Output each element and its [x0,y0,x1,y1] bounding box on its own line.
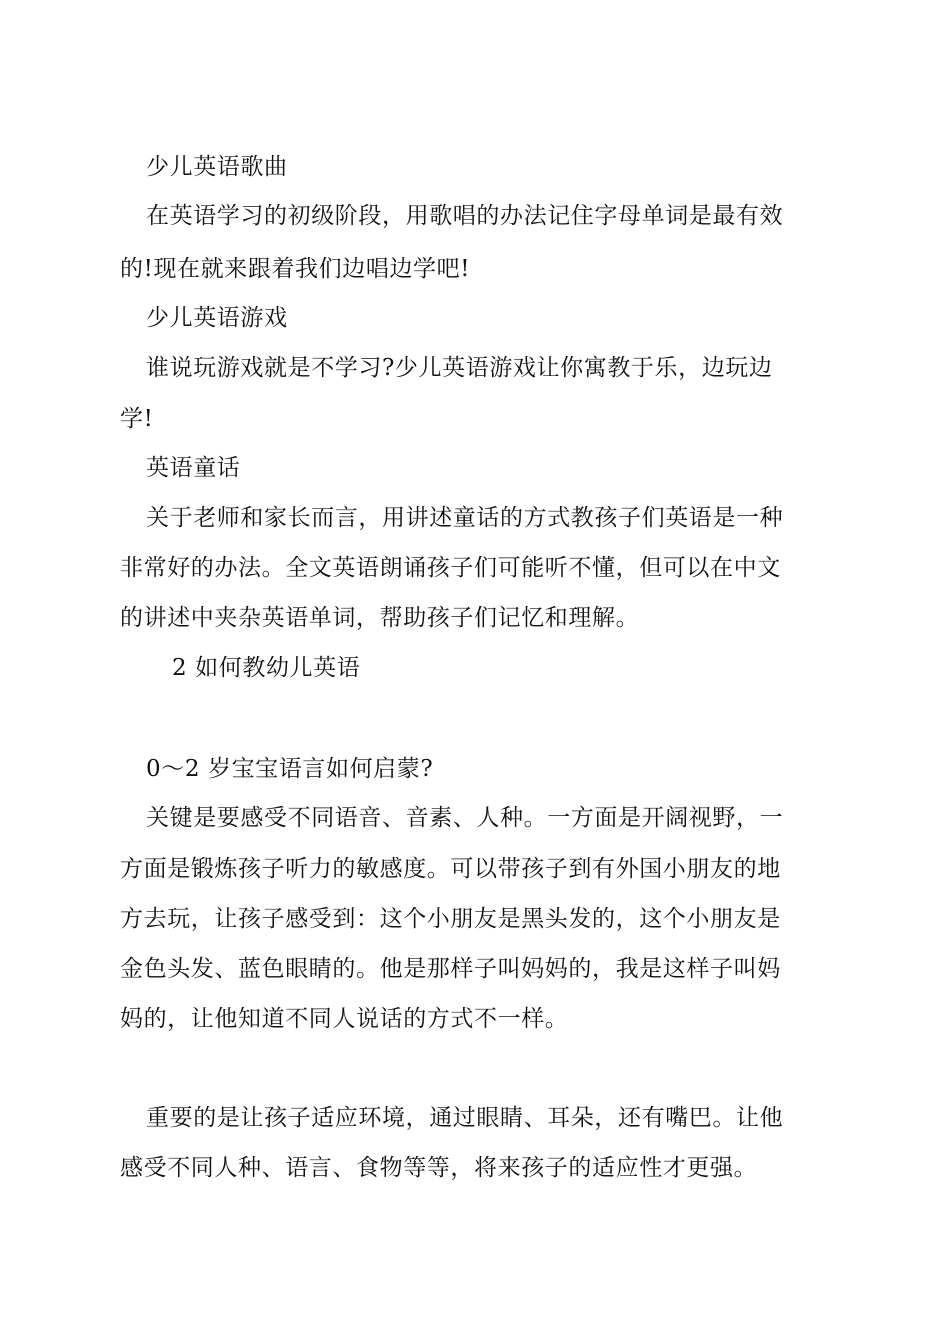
heading-songs: 少儿英语歌曲 [146,154,288,180]
paragraph-key-line-3: 方去玩，让孩子感受到：这个小朋友是黑头发的，这个小朋友是 [120,906,781,932]
heading-games: 少儿英语游戏 [146,305,288,331]
section-heading-2: 2 如何教幼儿英语 [172,655,361,681]
paragraph-important-line-2: 感受不同人种、语言、食物等等，将来孩子的适应性才更强。 [120,1155,758,1181]
paragraph-fairy-tales-line-3: 的讲述中夹杂英语单词，帮助孩子们记忆和理解。 [120,605,640,631]
paragraph-key-line-5: 妈的，让他知道不同人说话的方式不一样。 [120,1006,569,1032]
paragraph-key-line-2: 方面是锻炼孩子听力的敏感度。可以带孩子到有外国小朋友的地 [120,856,781,882]
paragraph-important-line-1: 重要的是让孩子适应环境，通过眼睛、耳朵，还有嘴巴。让他 [146,1105,784,1131]
paragraph-key-line-1: 关键是要感受不同语音、音素、人种。一方面是开阔视野，一 [146,805,784,831]
paragraph-songs-line-2: 的!现在就来跟着我们边唱边学吧! [120,256,471,282]
paragraph-games-line-2: 学! [120,406,154,432]
subheading-0-2-years: 0～2 岁宝宝语言如何启蒙? [146,756,434,782]
paragraph-key-line-4: 金色头发、蓝色眼睛的。他是那样子叫妈妈的，我是这样子叫妈 [120,956,781,982]
paragraph-games-line-1: 谁说玩游戏就是不学习?少儿英语游戏让你寓教于乐，边玩边 [146,355,773,381]
paragraph-fairy-tales-line-2: 非常好的办法。全文英语朗诵孩子们可能听不懂，但可以在中文 [120,555,781,581]
heading-fairy-tales: 英语童话 [146,455,241,481]
paragraph-fairy-tales-line-1: 关于老师和家长而言，用讲述童话的方式教孩子们英语是一种 [146,505,784,531]
paragraph-songs-line-1: 在英语学习的初级阶段，用歌唱的办法记住字母单词是最有效 [146,203,784,229]
